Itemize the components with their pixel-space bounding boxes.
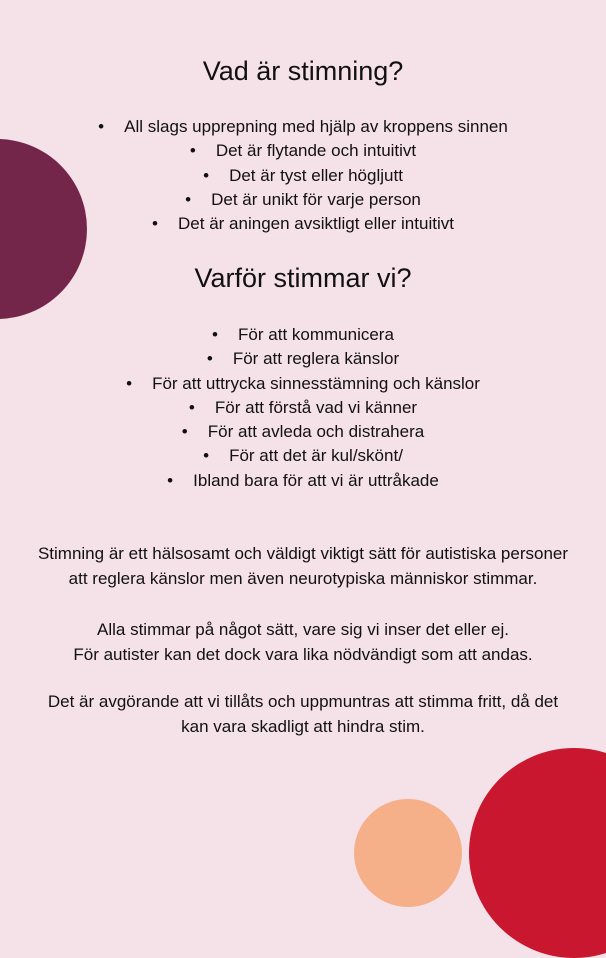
- paragraph-line: att reglera känslor men även neurotypiska människor stimmar.: [68, 568, 538, 588]
- list-item: • För att avleda och distrahera: [0, 420, 606, 444]
- list-item: • För att det är kul/skönt/: [0, 444, 606, 468]
- bullet-icon: •: [185, 189, 192, 209]
- bullet-icon: •: [203, 165, 210, 185]
- list-item: • För att förstå vad vi känner: [0, 396, 606, 420]
- bullet-icon: •: [206, 349, 213, 369]
- paragraph-line: kan vara skadligt att hindra stim.: [181, 716, 425, 736]
- bullet-icon: •: [181, 422, 188, 442]
- list-item: • Ibland bara för att vi är uttråkade: [0, 469, 606, 493]
- bullet-icon: •: [212, 325, 218, 344]
- bullet-icon: •: [188, 397, 195, 417]
- paragraph-line: För autister kan det dock vara lika nödvändigt som att andas.: [73, 644, 533, 664]
- paragraph-everyone-stims: [0, 618, 606, 667]
- bullet-icon: •: [98, 117, 105, 136]
- paragraph-healthy-stimming: [0, 542, 606, 591]
- list-item: • För att uttrycka sinnesstämning och känslor: [0, 372, 606, 396]
- list-item: • Det är flytande och intuitivt: [0, 139, 606, 163]
- list-item: • För att reglera känslor: [0, 347, 606, 371]
- heading-what-is-stimming: Vad är stimning?: [202, 56, 404, 86]
- decorative-circle-red: [469, 748, 606, 958]
- heading-why-we-stim: Varför stimmar vi?: [194, 263, 412, 293]
- bullet-icon: •: [189, 141, 196, 161]
- bullet-icon: •: [203, 446, 210, 466]
- decorative-circle-peach: [354, 799, 462, 907]
- paragraph-line: Det är avgörande att vi tillåts och uppmuntras att stimma fritt, då det: [47, 692, 559, 711]
- paragraph-line: Alla stimmar på något sätt, vare sig vi inser det eller ej.: [97, 620, 509, 639]
- list-item: • Det är aningen avsiktligt eller intuitivt: [0, 212, 606, 236]
- bullet-icon: •: [126, 373, 133, 393]
- list-item: • All slags upprepning med hjälp av kroppens sinnen: [0, 115, 606, 139]
- bullet-icon: •: [167, 470, 174, 490]
- list-item: • För att kommunicera: [0, 323, 606, 347]
- paragraph-line: Stimning är ett hälsosamt och väldigt viktigt sätt för autistiska personer: [37, 544, 569, 563]
- paragraph-allow-stimming: [0, 690, 606, 739]
- bullet-icon: •: [152, 214, 158, 234]
- list-item: • Det är tyst eller högljutt: [0, 164, 606, 188]
- list-item: • Det är unikt för varje person: [0, 188, 606, 212]
- what-is-stimming-list: [0, 115, 606, 236]
- why-we-stim-list: [0, 323, 606, 493]
